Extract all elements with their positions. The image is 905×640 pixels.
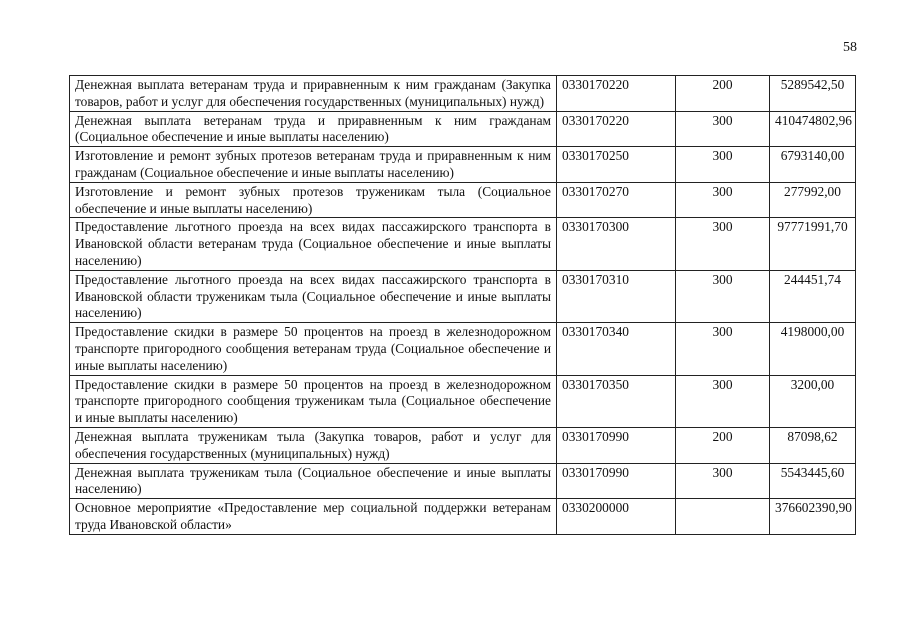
expense-type-cell: 300: [676, 375, 770, 427]
table-row: [70, 182, 856, 218]
table-row: [70, 323, 856, 375]
amount-cell: 97771991,70: [770, 218, 856, 270]
table-row: [70, 76, 856, 112]
item-name-cell: Денежная выплата ветеранам труда и приравненным к ним гражданам (Социальное обеспечение и иные выплаты населению): [70, 111, 557, 147]
amount-cell: 244451,74: [770, 270, 856, 322]
target-code-cell: 0330170310: [557, 270, 676, 322]
item-name-cell: Денежная выплата ветеранам труда и приравненным к ним гражданам (Закупка товаров, работ и услуг для обеспечения государственных (муниципальных) нужд): [70, 76, 557, 112]
item-name-cell: Изготовление и ремонт зубных протезов ветеранам труда и приравненным к ним гражданам (Социальное обеспечение и иные выплаты населению): [70, 147, 557, 183]
item-name-cell: Изготовление и ремонт зубных протезов труженикам тыла (Социальное обеспечение и иные выплаты населению): [70, 182, 557, 218]
target-code-cell: 0330170270: [557, 182, 676, 218]
target-code-cell: 0330200000: [557, 499, 676, 535]
target-code-cell: 0330170340: [557, 323, 676, 375]
amount-cell: 376602390,90: [770, 499, 856, 535]
table-row: [70, 499, 856, 535]
item-name-cell: Предоставление скидки в размере 50 процентов на проезд в железнодорожном транспорте пригородного сообщения труженикам тыла (Социальное обеспечение и иные выплаты населению): [70, 375, 557, 427]
table-row: [70, 463, 856, 499]
amount-cell: 3200,00: [770, 375, 856, 427]
expense-type-cell: 200: [676, 427, 770, 463]
expense-type-cell: 300: [676, 218, 770, 270]
expense-type-cell: 300: [676, 463, 770, 499]
amount-cell: 87098,62: [770, 427, 856, 463]
target-code-cell: 0330170350: [557, 375, 676, 427]
budget-table: [69, 75, 856, 535]
target-code-cell: 0330170990: [557, 463, 676, 499]
table-row: [70, 218, 856, 270]
item-name-cell: Основное мероприятие «Предоставление мер социальной поддержки ветеранам труда Ивановской области»: [70, 499, 557, 535]
target-code-cell: 0330170300: [557, 218, 676, 270]
expense-type-cell: 300: [676, 323, 770, 375]
expense-type-cell: 300: [676, 147, 770, 183]
item-name-cell: Предоставление скидки в размере 50 процентов на проезд в железнодорожном транспорте пригородного сообщения ветеранам труда (Социальное обеспечение и иные выплаты населению): [70, 323, 557, 375]
page-number: 58: [843, 40, 857, 55]
target-code-cell: 0330170220: [557, 76, 676, 112]
expense-type-cell: 300: [676, 182, 770, 218]
expense-type-cell: [676, 499, 770, 535]
table-row: [70, 427, 856, 463]
item-name-cell: Предоставление льготного проезда на всех видах пассажирского транспорта в Ивановской области ветеранам труда (Социальное обеспечение и иные выплаты населению): [70, 218, 557, 270]
amount-cell: 5289542,50: [770, 76, 856, 112]
table-row: [70, 147, 856, 183]
amount-cell: 6793140,00: [770, 147, 856, 183]
item-name-cell: Денежная выплата труженикам тыла (Закупка товаров, работ и услуг для обеспечения государственных (муниципальных) нужд): [70, 427, 557, 463]
amount-cell: 277992,00: [770, 182, 856, 218]
expense-type-cell: 300: [676, 270, 770, 322]
target-code-cell: 0330170990: [557, 427, 676, 463]
target-code-cell: 0330170220: [557, 111, 676, 147]
amount-cell: 5543445,60: [770, 463, 856, 499]
item-name-cell: Денежная выплата труженикам тыла (Социальное обеспечение и иные выплаты населению): [70, 463, 557, 499]
item-name-cell: Предоставление льготного проезда на всех видах пассажирского транспорта в Ивановской области труженикам тыла (Социальное обеспечение и иные выплаты населению): [70, 270, 557, 322]
expense-type-cell: 200: [676, 76, 770, 112]
target-code-cell: 0330170250: [557, 147, 676, 183]
amount-cell: 4198000,00: [770, 323, 856, 375]
expense-type-cell: 300: [676, 111, 770, 147]
table-row: [70, 111, 856, 147]
table-row: [70, 270, 856, 322]
amount-cell: 410474802,96: [770, 111, 856, 147]
table-row: [70, 375, 856, 427]
